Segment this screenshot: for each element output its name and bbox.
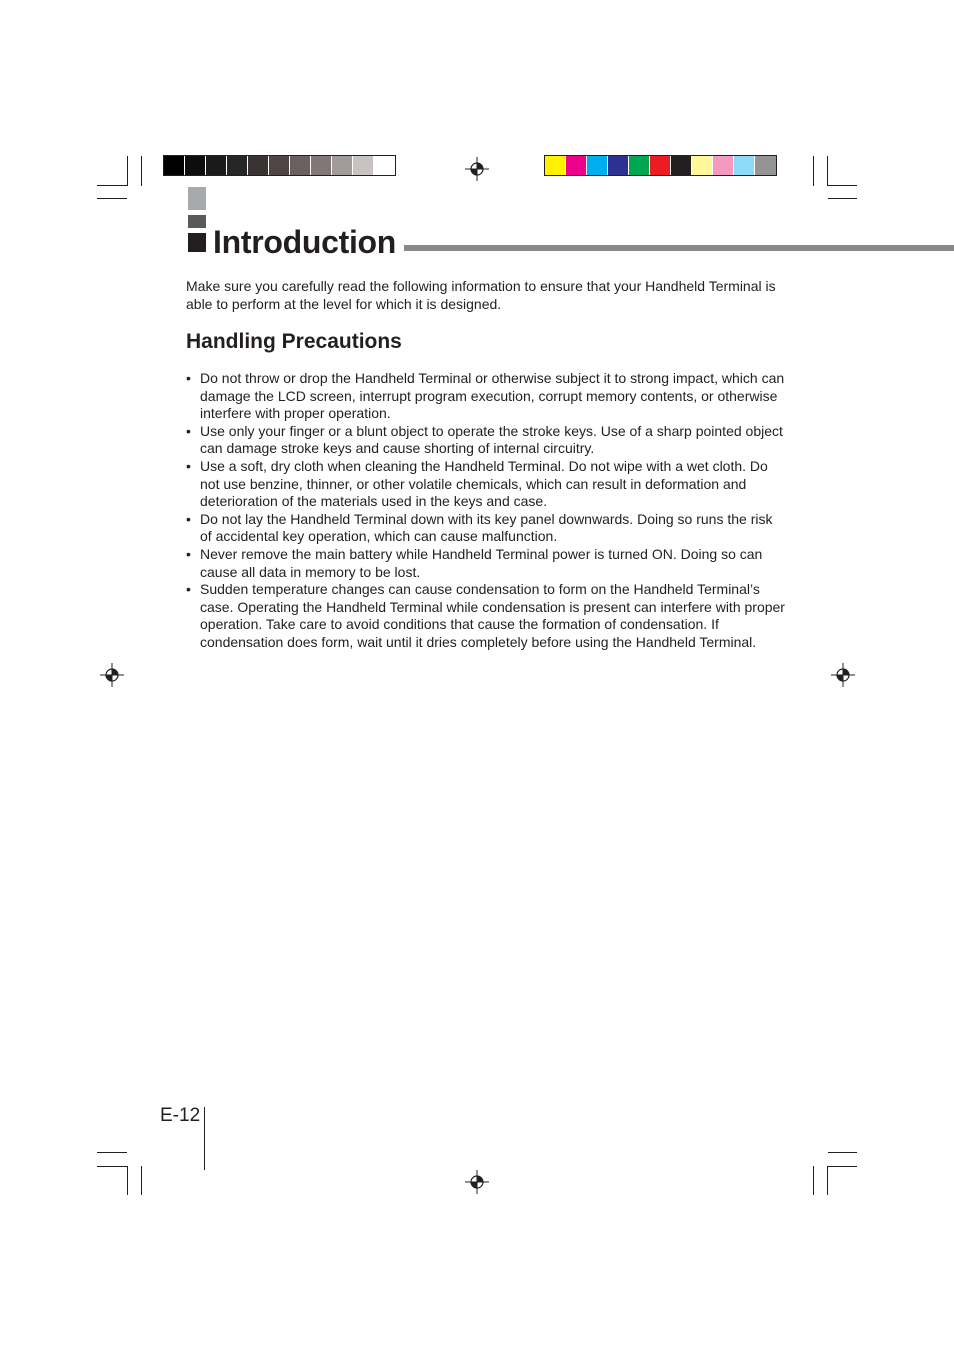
- grayscale-color-bar: [163, 155, 396, 176]
- gray-swatch-1: [164, 156, 185, 175]
- color-swatch-10: [734, 156, 755, 175]
- gray-swatch-11: [374, 156, 395, 175]
- gray-swatch-7: [290, 156, 311, 175]
- crop-mark-top-left-v2: [141, 156, 142, 186]
- precautions-list: [186, 370, 786, 652]
- color-swatch-3: [587, 156, 608, 175]
- crop-mark-bottom-left-v2: [141, 1166, 142, 1195]
- crop-mark-bottom-left-v1: [127, 1166, 128, 1195]
- cmyk-color-bar: [544, 155, 777, 176]
- registration-mark-top-icon: [465, 157, 489, 181]
- title-square-mid: [188, 215, 206, 228]
- gray-swatch-8: [311, 156, 332, 175]
- crop-mark-bottom-right-v2: [827, 1166, 828, 1195]
- section-heading: Handling Precautions: [186, 330, 402, 353]
- crop-mark-bottom-right-h2: [828, 1166, 857, 1167]
- registration-mark-right-icon: [831, 663, 855, 687]
- crop-mark-top-left-v1: [127, 156, 128, 186]
- color-swatch-8: [692, 156, 713, 175]
- color-swatch-5: [629, 156, 650, 175]
- crop-mark-top-left-h1: [97, 185, 127, 186]
- page-number-rule: [204, 1107, 205, 1170]
- intro-paragraph: Make sure you carefully read the following information to ensure that your Handheld Terminal is able to perform at the level for which it is designed.: [186, 278, 776, 312]
- color-swatch-4: [608, 156, 629, 175]
- crop-mark-top-left-h2: [97, 198, 127, 199]
- list-item: • Use a soft, dry cloth when cleaning the Handheld Terminal. Do not wipe with a wet cloth. Do not use benzine, thinner, or other volatile chemicals, which can result in deformation and deterioration of the materials used in the keys and case.: [186, 458, 786, 511]
- crop-mark-bottom-right-v1: [813, 1166, 814, 1195]
- title-square-dark: [188, 233, 206, 252]
- gray-swatch-10: [353, 156, 374, 175]
- color-swatch-11: [755, 156, 776, 175]
- page-title: Introduction: [213, 224, 397, 260]
- page-number: E-12: [160, 1105, 201, 1126]
- color-swatch-7: [671, 156, 692, 175]
- gray-swatch-6: [269, 156, 290, 175]
- crop-mark-bottom-right-h1: [828, 1152, 857, 1153]
- gray-swatch-5: [248, 156, 269, 175]
- list-item: • Use only your finger or a blunt object to operate the stroke keys. Use of a sharp pointed object can damage stroke keys and cause shorting of internal circuitry.: [186, 423, 786, 458]
- title-square-light: [188, 187, 206, 210]
- registration-mark-bottom-icon: [465, 1170, 489, 1194]
- list-item: • Sudden temperature changes can cause condensation to form on the Handheld Terminal’s case. Operating the Handheld Terminal while condensation is present can interfere with proper operation. Take care to avoid conditions that cause the formation of condensation. If condensation does form, wait until it dries completely before using the Handheld Terminal.: [186, 581, 786, 651]
- title-rule: [404, 245, 954, 251]
- crop-mark-bottom-left-h1: [97, 1152, 127, 1153]
- registration-mark-left-icon: [100, 663, 124, 687]
- color-swatch-1: [545, 156, 566, 175]
- crop-mark-top-right-v2: [827, 156, 828, 186]
- color-swatch-9: [713, 156, 734, 175]
- list-item: • Do not lay the Handheld Terminal down with its key panel downwards. Doing so runs the risk of accidental key operation, which can cause malfunction.: [186, 511, 786, 546]
- color-swatch-6: [650, 156, 671, 175]
- crop-mark-bottom-left-h2: [97, 1166, 127, 1167]
- crop-mark-top-right-h2: [828, 198, 857, 199]
- crop-mark-top-right-v1: [813, 156, 814, 186]
- gray-swatch-9: [332, 156, 353, 175]
- gray-swatch-2: [185, 156, 206, 175]
- gray-swatch-3: [206, 156, 227, 175]
- list-item: • Do not throw or drop the Handheld Terminal or otherwise subject it to strong impact, which can damage the LCD screen, interrupt program execution, corrupt memory contents, or otherwise interfere with proper operation.: [186, 370, 786, 423]
- crop-mark-top-right-h1: [828, 185, 857, 186]
- list-item: • Never remove the main battery while Handheld Terminal power is turned ON. Doing so can cause all data in memory to be lost.: [186, 546, 786, 581]
- color-swatch-2: [566, 156, 587, 175]
- gray-swatch-4: [227, 156, 248, 175]
